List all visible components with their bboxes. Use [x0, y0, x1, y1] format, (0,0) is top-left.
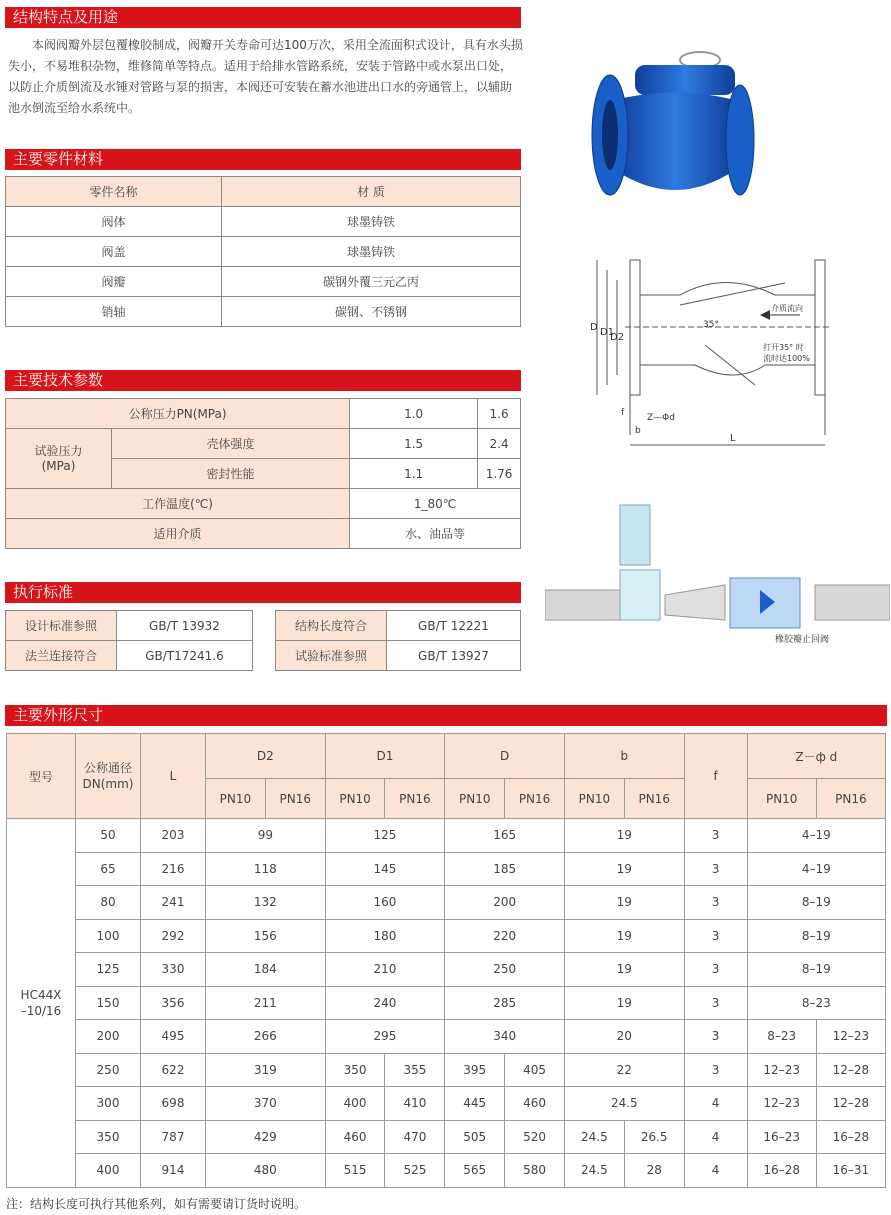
section-title-structure: 结构特点及用途	[5, 7, 521, 28]
dims-header-z: Z－ф d	[747, 734, 885, 779]
standard-label: 试验标准参照	[276, 641, 387, 671]
dims-cell-dn: 50	[76, 819, 141, 853]
table-row	[7, 1087, 886, 1121]
dims-cell-d1: 355	[385, 1053, 445, 1087]
tech-cell: 1.76	[478, 459, 521, 489]
drawing-label-d2: D2	[610, 332, 625, 343]
dims-cell-dn: 80	[76, 886, 141, 920]
dims-cell-dn: 200	[76, 1020, 141, 1054]
tech-table	[5, 398, 521, 549]
table-row	[7, 819, 886, 853]
intro-paragraph: 本阀阀瓣外层包覆橡胶制成，阀瓣开关寿命可达100万次，采用全流面积式设计，具有水头损失小，不易堆积杂物，维修简单等特点。适用于给排水管路系统，安装于管路中或水泵出口处，以防止介质倒流及水锤对管路与泵的损害，本阀还可安装在蓄水池进出口水的旁通管上，以辅助池水倒流至给水系统中。	[8, 38, 523, 115]
dims-subheader-pn16: PN16	[624, 779, 684, 819]
drawing-label-l: L	[730, 433, 736, 444]
dims-cell-b: 22	[564, 1053, 684, 1087]
dims-cell-d1: 145	[325, 852, 445, 886]
dims-cell-z: 12–23	[747, 1087, 816, 1121]
dims-cell-z: 12–28	[816, 1053, 885, 1087]
dims-cell-d: 250	[445, 953, 565, 987]
parts-table	[5, 176, 521, 327]
dims-cell-d2: 156	[206, 919, 326, 953]
dims-model-line2: –10/16	[20, 1003, 62, 1018]
dims-header-d2: D2	[206, 734, 326, 779]
dims-subheader-pn16: PN16	[385, 779, 445, 819]
tech-media-label: 适用介质	[6, 519, 350, 549]
tech-cell: 1.1	[350, 459, 478, 489]
parts-cell: 球墨铸铁	[222, 207, 521, 237]
table-row	[7, 986, 886, 1020]
tech-media-value: 水、油品等	[350, 519, 521, 549]
dims-subheader-pn10: PN10	[206, 779, 266, 819]
dims-cell-d2: 132	[206, 886, 326, 920]
dims-cell-d: 220	[445, 919, 565, 953]
dims-cell-b: 24.5	[564, 1154, 624, 1188]
dims-cell-dn: 250	[76, 1053, 141, 1087]
dims-cell-l: 203	[141, 819, 206, 853]
tech-cell: 1.6	[478, 399, 521, 429]
dims-cell-z: 16–31	[816, 1154, 885, 1188]
table-row	[7, 953, 886, 987]
dims-cell-f: 3	[684, 919, 747, 953]
footnote: 注：结构长度可执行其他系列，如有需要请订货时说明。	[6, 1197, 307, 1211]
dims-cell-l: 787	[141, 1120, 206, 1154]
dims-cell-d2: 184	[206, 953, 326, 987]
dims-cell-f: 3	[684, 986, 747, 1020]
dims-cell-z: 8–23	[747, 1020, 816, 1054]
install-caption: 橡胶瓣止回阀	[775, 635, 830, 645]
dims-cell-d2: 118	[206, 852, 326, 886]
standard-value: GB/T 12221	[387, 611, 521, 641]
dims-cell-l: 330	[141, 953, 206, 987]
dims-cell-d1: 295	[325, 1020, 445, 1054]
drawing-label-open1: 打开35° 时	[763, 343, 804, 352]
dims-cell-d1: 125	[325, 819, 445, 853]
tech-test-text: 试验压力	[34, 443, 83, 458]
dims-cell-dn: 300	[76, 1087, 141, 1121]
dims-cell-f: 3	[684, 1053, 747, 1087]
dims-cell-f: 4	[684, 1120, 747, 1154]
tech-temp-value: 1_80℃	[350, 489, 521, 519]
dims-header-dn-line1: 公称通径	[83, 761, 132, 775]
drawing-label-d1: D1	[600, 327, 615, 338]
tech-pn-label: 公称压力PN(MPa)	[6, 399, 350, 429]
dims-cell-z: 8–19	[747, 953, 885, 987]
dims-table	[6, 733, 886, 1188]
standards-table-left	[5, 610, 253, 671]
dims-cell-d1: 160	[325, 886, 445, 920]
dims-cell-dn: 125	[76, 953, 141, 987]
standard-label: 法兰连接符合	[6, 641, 117, 671]
drawing-label-f: f	[621, 408, 625, 418]
dims-cell-z: 16–28	[747, 1154, 816, 1188]
dims-header-l: L	[141, 734, 206, 819]
dims-cell-d2: 429	[206, 1120, 326, 1154]
dims-cell-d: 460	[505, 1087, 565, 1121]
tech-cell: 1.5	[350, 429, 478, 459]
drawing-label-open2: 流时达100%	[763, 354, 810, 363]
dims-cell-l: 356	[141, 986, 206, 1020]
dims-header-dn-line2: DN(mm)	[82, 777, 134, 791]
dims-cell-z: 8–19	[747, 919, 885, 953]
dims-subheader-pn10: PN10	[325, 779, 385, 819]
parts-cell: 碳钢、不锈钢	[222, 297, 521, 327]
installation-diagram	[545, 490, 890, 650]
dims-subheader-pn16: PN16	[816, 779, 885, 819]
table-row	[7, 886, 886, 920]
drawing-label-d: D	[590, 322, 598, 333]
section-title-tech: 主要技术参数	[5, 370, 521, 391]
tech-test-unit: (MPa)	[41, 458, 76, 473]
parts-header-name: 零件名称	[6, 177, 222, 207]
dims-cell-dn: 150	[76, 986, 141, 1020]
dims-cell-d2: 319	[206, 1053, 326, 1087]
dims-cell-z: 12–23	[816, 1020, 885, 1054]
dims-cell-b: 26.5	[624, 1120, 684, 1154]
parts-cell: 销轴	[6, 297, 222, 327]
dims-cell-d: 505	[445, 1120, 505, 1154]
standard-label: 结构长度符合	[276, 611, 387, 641]
table-row	[7, 1020, 886, 1054]
valve-section-drawing	[585, 255, 835, 455]
dims-cell-z: 4–19	[747, 852, 885, 886]
dims-cell-d: 285	[445, 986, 565, 1020]
dims-cell-d1: 180	[325, 919, 445, 953]
dims-header-model: 型号	[7, 734, 76, 819]
dims-cell-dn: 65	[76, 852, 141, 886]
dims-cell-b: 19	[564, 886, 684, 920]
dims-cell-z: 12–28	[816, 1087, 885, 1121]
table-row	[7, 1053, 886, 1087]
dims-cell-z: 16–23	[747, 1120, 816, 1154]
dims-cell-d2: 211	[206, 986, 326, 1020]
drawing-label-flow: 介质流向	[771, 304, 803, 313]
dims-cell-f: 3	[684, 886, 747, 920]
dims-cell-d: 165	[445, 819, 565, 853]
parts-cell: 碳钢外覆三元乙丙	[222, 267, 521, 297]
dims-cell-d: 445	[445, 1087, 505, 1121]
dims-cell-d1: 400	[325, 1087, 385, 1121]
dims-cell-d: 340	[445, 1020, 565, 1054]
dims-cell-d: 200	[445, 886, 565, 920]
dims-cell-d1: 240	[325, 986, 445, 1020]
dims-cell-b: 24.5	[564, 1087, 684, 1121]
dims-cell-l: 698	[141, 1087, 206, 1121]
dims-cell-b: 19	[564, 852, 684, 886]
dims-cell-d: 565	[445, 1154, 505, 1188]
standard-value: GB/T17241.6	[117, 641, 253, 671]
drawing-label-zd: Z—Φd	[647, 413, 675, 423]
dims-cell-l: 292	[141, 919, 206, 953]
dims-cell-f: 4	[684, 1154, 747, 1188]
dims-cell-dn: 100	[76, 919, 141, 953]
dims-header-b: b	[564, 734, 684, 779]
standard-value: GB/T 13932	[117, 611, 253, 641]
drawing-label-b: b	[635, 426, 641, 436]
parts-cell: 阀体	[6, 207, 222, 237]
dims-cell-b: 19	[564, 986, 684, 1020]
section-title-dims: 主要外形尺寸	[5, 705, 887, 726]
parts-cell: 阀盖	[6, 237, 222, 267]
table-row	[7, 1154, 886, 1188]
dims-subheader-pn10: PN10	[445, 779, 505, 819]
dims-header-d1: D1	[325, 734, 445, 779]
dims-cell-d: 395	[445, 1053, 505, 1087]
dims-model-line1: HC44X	[20, 987, 62, 1002]
dims-model-cell	[7, 819, 76, 1188]
dims-cell-l: 622	[141, 1053, 206, 1087]
dims-cell-l: 241	[141, 886, 206, 920]
dims-cell-dn: 400	[76, 1154, 141, 1188]
valve-photo	[585, 40, 755, 215]
parts-cell: 阀瓣	[6, 267, 222, 297]
tech-test-label	[6, 429, 112, 489]
dims-cell-f: 3	[684, 852, 747, 886]
dims-cell-b: 19	[564, 819, 684, 853]
dims-cell-z: 12–23	[747, 1053, 816, 1087]
dims-cell-z: 4–19	[747, 819, 885, 853]
dims-cell-f: 3	[684, 819, 747, 853]
dims-cell-d2: 480	[206, 1154, 326, 1188]
dims-subheader-pn16: PN16	[505, 779, 565, 819]
tech-cell: 2.4	[478, 429, 521, 459]
dims-subheader-pn10: PN10	[564, 779, 624, 819]
dims-cell-d1: 470	[385, 1120, 445, 1154]
dims-cell-d1: 460	[325, 1120, 385, 1154]
dims-cell-z: 8–19	[747, 886, 885, 920]
dims-cell-z: 8–23	[747, 986, 885, 1020]
dims-cell-f: 3	[684, 1020, 747, 1054]
section-title-parts: 主要零件材料	[5, 149, 521, 170]
table-row	[7, 919, 886, 953]
dims-cell-d: 185	[445, 852, 565, 886]
dims-cell-d1: 410	[385, 1087, 445, 1121]
dims-cell-d: 580	[505, 1154, 565, 1188]
tech-temp-label: 工作温度(℃)	[6, 489, 350, 519]
dims-header-dn	[76, 734, 141, 819]
dims-cell-d: 405	[505, 1053, 565, 1087]
dims-cell-d1: 350	[325, 1053, 385, 1087]
tech-cell: 1.0	[350, 399, 478, 429]
dims-cell-l: 495	[141, 1020, 206, 1054]
standards-table-right	[275, 610, 521, 671]
dims-cell-d1: 515	[325, 1154, 385, 1188]
dims-header-d: D	[445, 734, 565, 779]
dims-cell-b: 19	[564, 919, 684, 953]
dims-cell-f: 3	[684, 953, 747, 987]
standard-value: GB/T 13927	[387, 641, 521, 671]
dims-cell-d2: 266	[206, 1020, 326, 1054]
dims-cell-d: 520	[505, 1120, 565, 1154]
dims-cell-dn: 350	[76, 1120, 141, 1154]
drawing-label-angle: 35°	[703, 320, 719, 330]
table-row	[7, 1120, 886, 1154]
dims-cell-l: 914	[141, 1154, 206, 1188]
parts-header-material: 材 质	[222, 177, 521, 207]
dims-cell-d2: 99	[206, 819, 326, 853]
tech-seal-label: 密封性能	[112, 459, 350, 489]
dims-cell-f: 4	[684, 1087, 747, 1121]
parts-cell: 球墨铸铁	[222, 237, 521, 267]
dims-subheader-pn10: PN10	[747, 779, 816, 819]
dims-cell-z: 16–28	[816, 1120, 885, 1154]
table-row	[7, 852, 886, 886]
section-title-standards: 执行标准	[5, 582, 521, 603]
dims-cell-b: 24.5	[564, 1120, 624, 1154]
dims-subheader-pn16: PN16	[265, 779, 325, 819]
dims-cell-b: 19	[564, 953, 684, 987]
dims-header-f: f	[684, 734, 747, 819]
dims-cell-d1: 525	[385, 1154, 445, 1188]
dims-cell-l: 216	[141, 852, 206, 886]
tech-shell-label: 壳体强度	[112, 429, 350, 459]
dims-cell-d2: 370	[206, 1087, 326, 1121]
dims-cell-b: 28	[624, 1154, 684, 1188]
standard-label: 设计标准参照	[6, 611, 117, 641]
dims-cell-d1: 210	[325, 953, 445, 987]
dims-cell-b: 20	[564, 1020, 684, 1054]
